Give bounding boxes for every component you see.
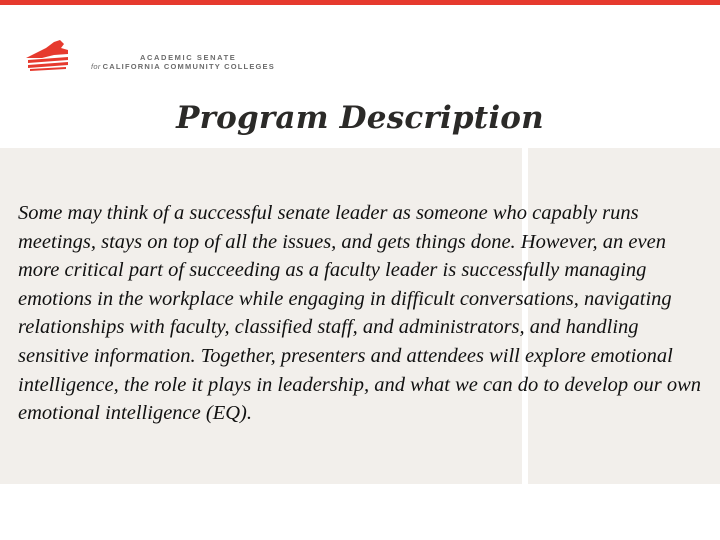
logo-mark-icon: [24, 38, 72, 72]
logo-text-california-colleges: [91, 62, 275, 71]
program-description-text: Some may think of a successful senate leader as someone who capably runs meetings, stays on top of all the issues, and gets things done. However, an even more critical part of succeeding as a faculty leader is successfully managing emotions in the workplace while engaging in difficult conversations, navigating relationships with faculty, classified staff, and administrators, and handling sensitive information. Together, presenters and attendees will explore emotional intelligence, the role it plays in leadership, and what we can do to develop our own emotional intelligence (EQ).: [18, 202, 702, 425]
logo-text-line2: CALIFORNIA COMMUNITY COLLEGES: [102, 62, 275, 71]
logo-text-for: for: [91, 62, 101, 71]
top-accent-bar: [0, 0, 720, 5]
slide-title: Program Description: [176, 100, 544, 136]
logo-text-academic-senate: ACADEMIC SENATE: [140, 53, 237, 62]
